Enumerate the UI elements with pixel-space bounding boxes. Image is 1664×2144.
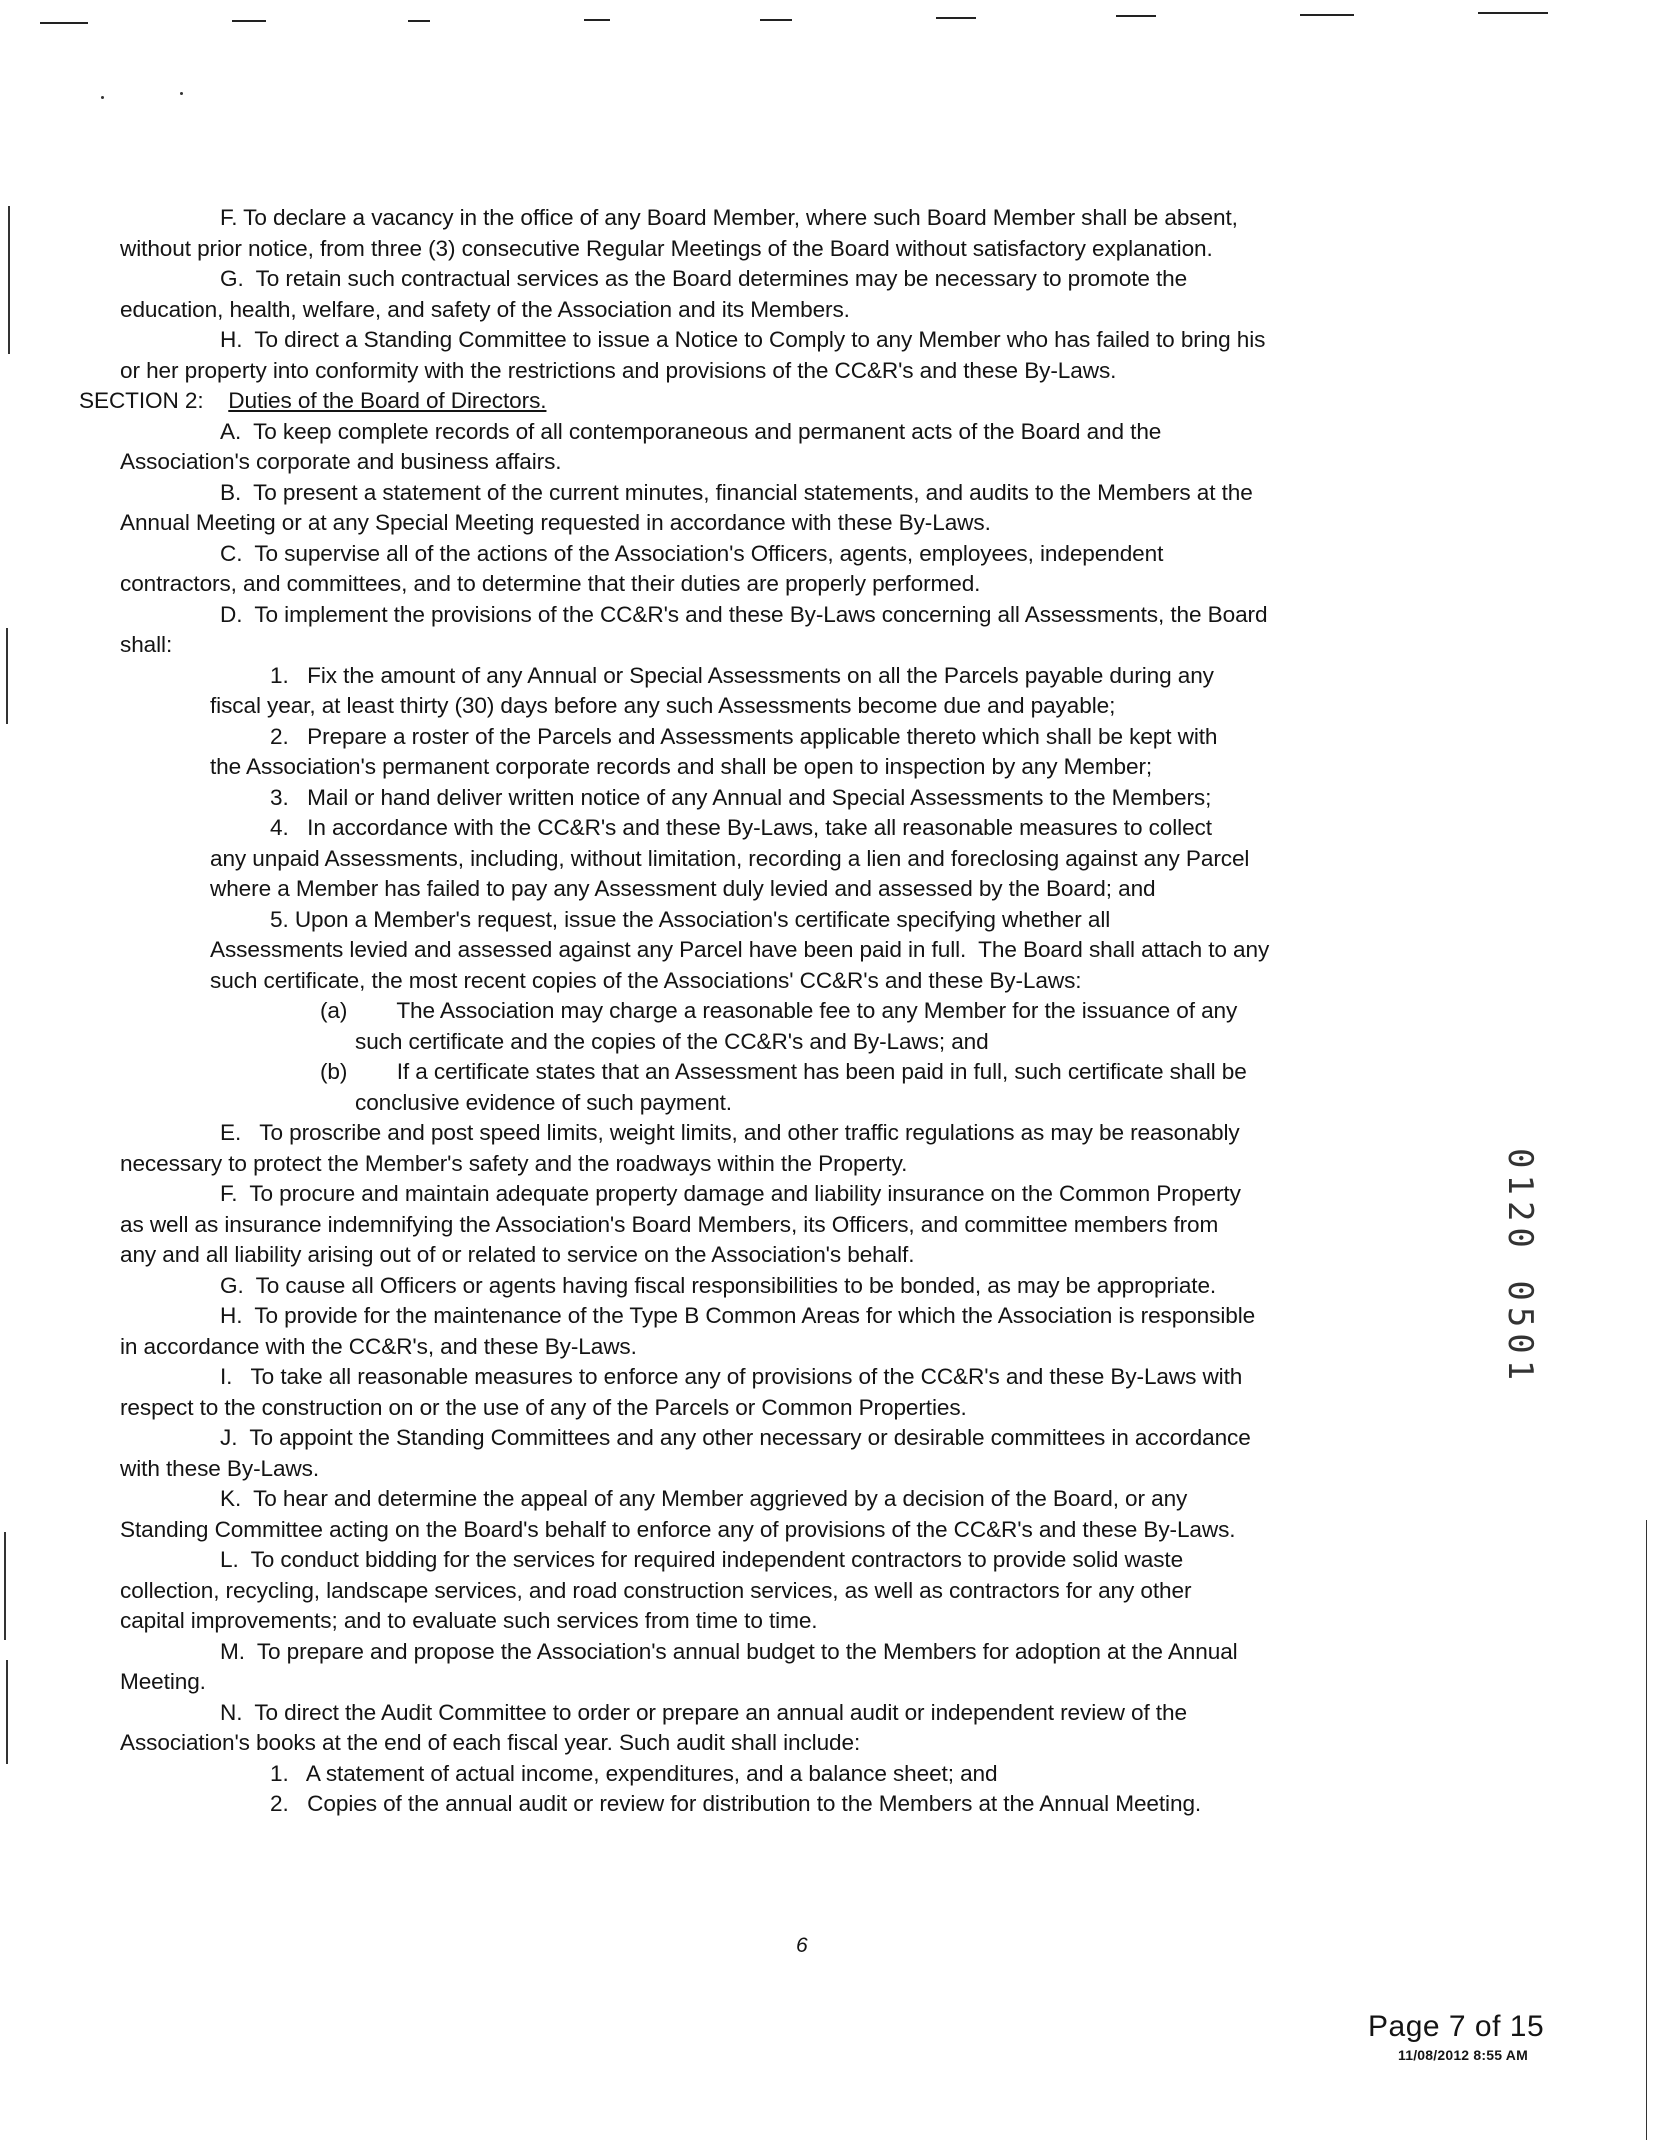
line-text: Meeting. bbox=[120, 1669, 206, 1694]
scan-mark bbox=[40, 22, 88, 24]
line-text: H. To direct a Standing Committee to issue a Notice to Comply to any Member who has failed to bring his bbox=[220, 327, 1266, 352]
line-text: F. To procure and maintain adequate property damage and liability insurance on the Common Property bbox=[220, 1181, 1241, 1206]
line-text: L. To conduct bidding for the services for required independent contractors to provide solid waste bbox=[220, 1547, 1184, 1572]
line-text: any unpaid Assessments, including, without limitation, recording a lien and foreclosing against any Parcel bbox=[210, 845, 1250, 871]
text-line bbox=[120, 1423, 1500, 1454]
section-heading bbox=[79, 386, 1459, 417]
line-text: C. To supervise all of the actions of the Association's Officers, agents, employees, independent bbox=[220, 540, 1164, 566]
text-line bbox=[120, 630, 1500, 661]
line-text: Standing Committee acting on the Board's behalf to enforce any of provisions of the CC&R's and these By-Laws. bbox=[120, 1516, 1236, 1542]
line-text: Association's books at the end of each fiscal year. Such audit shall include: bbox=[120, 1730, 861, 1755]
line-text: fiscal year, at least thirty (30) days before any such Assessments become due and payable; bbox=[210, 693, 1116, 718]
text-line bbox=[120, 905, 1500, 936]
line-text: the Association's permanent corporate records and shall be open to inspection by any Member; bbox=[210, 754, 1153, 779]
line-text: J. To appoint the Standing Committees and any other necessary or desirable committees in accordance bbox=[220, 1425, 1251, 1450]
text-line bbox=[120, 356, 1500, 387]
line-text: necessary to protect the Member's safety and the roadways within the Property. bbox=[120, 1150, 908, 1176]
text-line bbox=[120, 1271, 1500, 1302]
line-text: H. To provide for the maintenance of the Type B Common Areas for which the Association is responsible bbox=[220, 1303, 1256, 1328]
line-text: D. To implement the provisions of the CC&R's and these By-Laws concerning all Assessments, the Board bbox=[220, 601, 1268, 627]
text-line bbox=[120, 935, 1500, 966]
text-line bbox=[120, 874, 1500, 905]
line-text: Annual Meeting or at any Special Meeting requested in accordance with these By-Laws. bbox=[120, 510, 991, 535]
scan-dot bbox=[180, 92, 183, 95]
line-text: where a Member has failed to pay any Assessment duly levied and assessed by the Board; and bbox=[210, 876, 1156, 901]
text-line bbox=[120, 447, 1500, 478]
section-label: SECTION 2: bbox=[79, 388, 204, 413]
scan-edge-bar bbox=[6, 1660, 8, 1764]
line-text: G. To cause all Officers or agents having fiscal responsibilities to be bonded, as may be appropriate. bbox=[220, 1272, 1217, 1298]
line-text: such certificate and the copies of the CC&R's and By-Laws; and bbox=[355, 1028, 989, 1054]
scan-mark bbox=[936, 17, 976, 19]
text-line bbox=[120, 508, 1500, 539]
text-line bbox=[120, 1454, 1500, 1485]
text-line bbox=[120, 1210, 1500, 1241]
line-text: with these By-Laws. bbox=[120, 1455, 320, 1481]
line-text: education, health, welfare, and safety of the Association and its Members. bbox=[120, 296, 850, 322]
line-text: in accordance with the CC&R's, and these By-Laws. bbox=[120, 1333, 637, 1359]
line-text: respect to the construction on or the use of any of the Parcels or Common Properties. bbox=[120, 1394, 967, 1420]
line-text: capital improvements; and to evaluate such services from time to time. bbox=[120, 1608, 818, 1633]
text-line bbox=[120, 1667, 1500, 1698]
scan-edge-bar bbox=[6, 628, 8, 724]
line-text: 1. A statement of actual income, expenditures, and a balance sheet; and bbox=[270, 1760, 998, 1786]
text-line bbox=[120, 1545, 1500, 1576]
text-line bbox=[120, 752, 1500, 783]
page-number: 6 bbox=[796, 1934, 808, 1957]
text-line bbox=[120, 1789, 1500, 1820]
text-line bbox=[120, 1606, 1500, 1637]
fax-timestamp: 11/08/2012 8:55 AM bbox=[1398, 2047, 1528, 2063]
line-text: as well as insurance indemnifying the Association's Board Members, its Officers, and committee members from bbox=[120, 1211, 1219, 1237]
line-text: collection, recycling, landscape services, and road construction services, as well as contractors for any other bbox=[120, 1577, 1192, 1603]
line-text: B. To present a statement of the current minutes, financial statements, and audits to the Members at the bbox=[220, 479, 1253, 505]
text-line bbox=[120, 1332, 1500, 1363]
text-line bbox=[120, 813, 1500, 844]
text-line bbox=[120, 1484, 1500, 1515]
text-line bbox=[120, 478, 1500, 509]
text-line bbox=[120, 1698, 1500, 1729]
text-line bbox=[120, 783, 1500, 814]
text-line bbox=[120, 1637, 1500, 1668]
scan-mark bbox=[1478, 12, 1548, 14]
line-text: A. To keep complete records of all contemporaneous and permanent acts of the Board and the bbox=[220, 418, 1162, 444]
text-line bbox=[120, 1728, 1500, 1759]
text-line bbox=[120, 1515, 1500, 1546]
scan-mark bbox=[1300, 14, 1354, 16]
section-title: Duties of the Board of Directors. bbox=[228, 388, 547, 413]
line-text: Association's corporate and business affairs. bbox=[120, 449, 562, 474]
document-stamp: 0120 0501 bbox=[1500, 1148, 1540, 1387]
scan-edge-bar bbox=[8, 206, 10, 354]
scan-mark bbox=[408, 20, 430, 22]
scan-mark bbox=[232, 20, 266, 22]
line-text: 4. In accordance with the CC&R's and these By-Laws, take all reasonable measures to collect bbox=[270, 815, 1212, 840]
line-text: M. To prepare and propose the Association's annual budget to the Members for adoption at the Annual bbox=[220, 1638, 1238, 1664]
line-text: 2. Copies of the annual audit or review for distribution to the Members at the Annual Meeting. bbox=[270, 1791, 1202, 1816]
line-text: Assessments levied and assessed against any Parcel have been paid in full. The Board shall attach to any bbox=[210, 937, 1270, 962]
line-text: conclusive evidence of such payment. bbox=[355, 1089, 732, 1115]
text-line bbox=[120, 1240, 1500, 1271]
line-text: K. To hear and determine the appeal of any Member aggrieved by a decision of the Board, or any bbox=[220, 1486, 1188, 1511]
page-count: Page 7 of 15 bbox=[1368, 2010, 1545, 2043]
text-line bbox=[120, 1393, 1500, 1424]
text-line bbox=[120, 1118, 1500, 1149]
scan-edge-bar bbox=[1646, 1520, 1647, 2140]
line-text: contractors, and committees, and to determine that their duties are properly performed. bbox=[120, 571, 981, 596]
bylaws-text bbox=[79, 203, 1500, 1820]
scan-mark bbox=[1116, 15, 1156, 17]
text-line bbox=[120, 234, 1500, 265]
text-line bbox=[120, 966, 1500, 997]
line-text: shall: bbox=[120, 632, 173, 657]
line-text: (b) If a certificate states that an Assessment has been paid in full, such certificate shall be bbox=[320, 1059, 1247, 1084]
scan-edge-bar bbox=[4, 1532, 6, 1640]
text-line bbox=[120, 264, 1500, 295]
line-text: 5. Upon a Member's request, issue the Association's certificate specifying whether all bbox=[270, 906, 1111, 932]
line-text: I. To take all reasonable measures to enforce any of provisions of the CC&R's and these By-Laws with bbox=[220, 1364, 1243, 1389]
text-line bbox=[120, 417, 1500, 448]
line-text: any and all liability arising out of or related to service on the Association's behalf. bbox=[120, 1242, 915, 1267]
line-text: without prior notice, from three (3) consecutive Regular Meetings of the Board without satisfactory explanation. bbox=[120, 235, 1213, 261]
text-line bbox=[120, 600, 1500, 631]
text-line bbox=[120, 539, 1500, 570]
text-line bbox=[120, 844, 1500, 875]
text-line bbox=[120, 1149, 1500, 1180]
text-line bbox=[120, 661, 1500, 692]
line-text: 1. Fix the amount of any Annual or Special Assessments on all the Parcels payable during any bbox=[270, 662, 1214, 688]
line-text: F. To declare a vacancy in the office of any Board Member, where such Board Member shall be absent, bbox=[220, 205, 1238, 230]
text-line bbox=[120, 1576, 1500, 1607]
text-line bbox=[120, 569, 1500, 600]
text-line bbox=[120, 691, 1500, 722]
line-text: 2. Prepare a roster of the Parcels and Assessments applicable thereto which shall be kept with bbox=[270, 723, 1218, 749]
line-text: 3. Mail or hand deliver written notice of any Annual and Special Assessments to the Members; bbox=[270, 784, 1212, 810]
text-line bbox=[120, 1362, 1500, 1393]
text-line bbox=[120, 1179, 1500, 1210]
line-text: N. To direct the Audit Committee to order or prepare an annual audit or independent review of the bbox=[220, 1699, 1187, 1725]
text-line bbox=[120, 203, 1500, 234]
text-line bbox=[120, 996, 1500, 1027]
line-text: E. To proscribe and post speed limits, weight limits, and other traffic regulations as may be reasonably bbox=[220, 1120, 1240, 1145]
text-line bbox=[120, 325, 1500, 356]
text-line bbox=[120, 1027, 1500, 1058]
text-line bbox=[120, 1301, 1500, 1332]
text-line bbox=[120, 1057, 1500, 1088]
scan-mark bbox=[760, 19, 792, 21]
text-line bbox=[120, 1759, 1500, 1790]
line-text: such certificate, the most recent copies of the Associations' CC&R's and these By-Laws: bbox=[210, 967, 1082, 993]
text-line bbox=[120, 722, 1500, 753]
scan-mark bbox=[584, 19, 610, 21]
text-line bbox=[120, 1088, 1500, 1119]
text-line bbox=[120, 295, 1500, 326]
line-text: (a) The Association may charge a reasonable fee to any Member for the issuance of any bbox=[320, 998, 1238, 1023]
scan-dot bbox=[101, 96, 104, 99]
line-text: or her property into conformity with the restrictions and provisions of the CC&R's and these By-Laws. bbox=[120, 357, 1117, 383]
line-text: G. To retain such contractual services as the Board determines may be necessary to promote the bbox=[220, 266, 1188, 291]
